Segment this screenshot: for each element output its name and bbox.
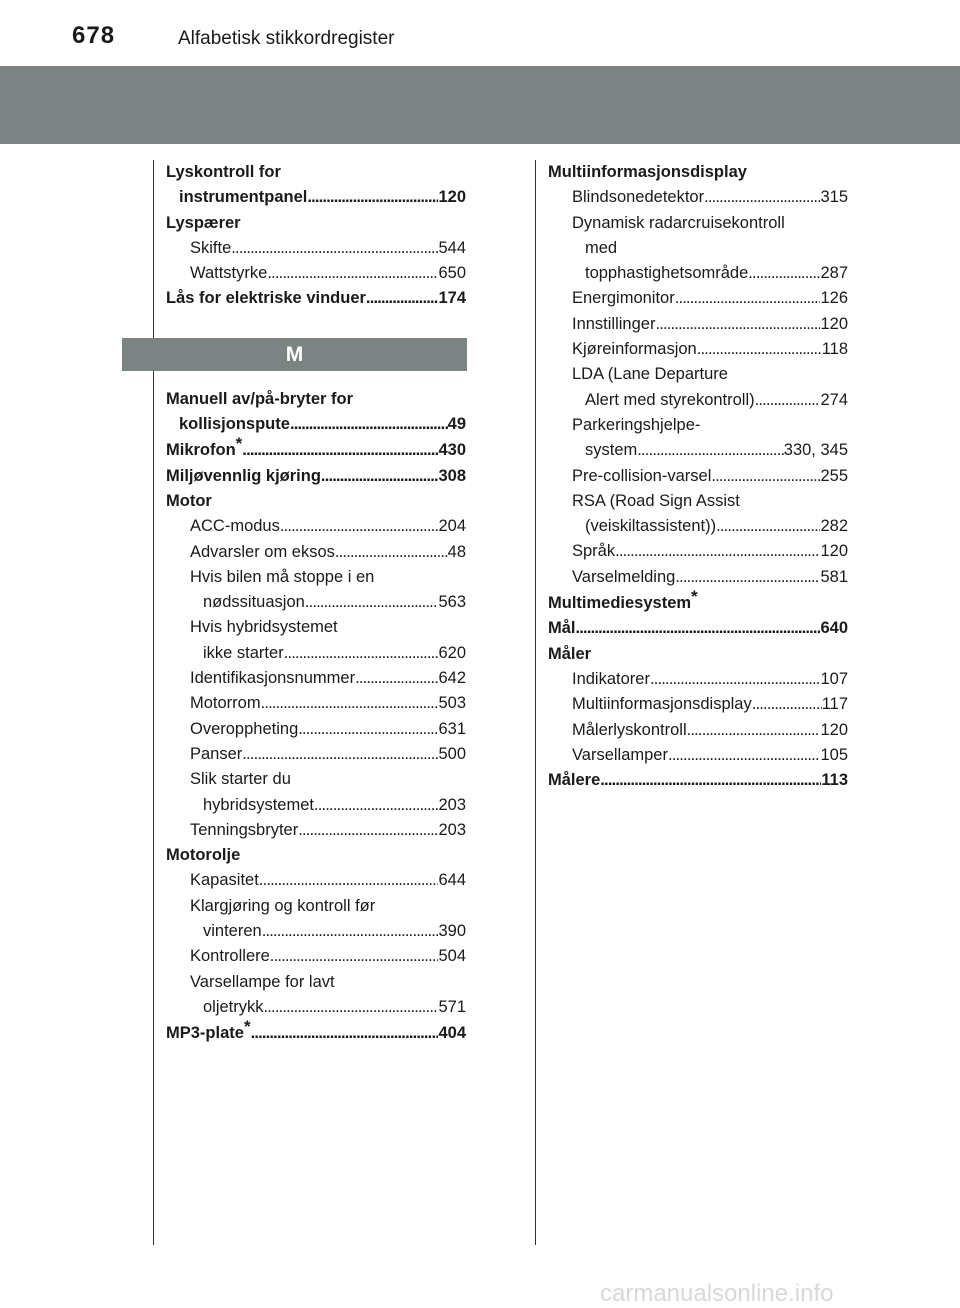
footnote-star: * bbox=[235, 434, 243, 454]
page-reference: 544 bbox=[438, 238, 466, 257]
entry-text: Lås for elektriske vinduer bbox=[166, 289, 366, 308]
index-subentry bbox=[166, 767, 466, 818]
entry-line bbox=[166, 286, 466, 311]
entry-line bbox=[548, 642, 848, 667]
entry-text: Kjøreinformasjon bbox=[572, 340, 697, 359]
entry-text: Manuell av/på-bryter for bbox=[166, 389, 354, 408]
entry-text: Alert med styrekontroll) bbox=[585, 390, 755, 409]
entry-text: RSA (Road Sign Assist bbox=[572, 491, 740, 510]
index-entry bbox=[166, 211, 466, 236]
index-subentry bbox=[166, 261, 466, 286]
entry-line bbox=[548, 312, 848, 337]
entry-text: Varsellamper bbox=[572, 745, 668, 764]
entry-line bbox=[166, 944, 466, 969]
entry-line bbox=[548, 565, 848, 590]
page-reference: 650 bbox=[438, 264, 466, 283]
entry-line bbox=[166, 185, 466, 210]
entry-text: Multimediesystem bbox=[548, 594, 692, 613]
column-divider-left bbox=[153, 160, 154, 1245]
index-column-1 bbox=[166, 160, 466, 1047]
entry-text: Slik starter du bbox=[190, 770, 291, 789]
entry-line bbox=[166, 970, 466, 995]
watermark: carmanualsonline.info bbox=[600, 1280, 834, 1307]
index-subentry bbox=[548, 185, 848, 210]
leader-dots bbox=[366, 286, 439, 311]
leader-dots bbox=[704, 185, 820, 210]
entry-text: oljetrykk bbox=[203, 997, 264, 1016]
entry-text: Motor bbox=[166, 491, 212, 510]
index-entry bbox=[166, 387, 466, 438]
entry-text: ikke starter bbox=[203, 643, 284, 662]
entry-line bbox=[166, 767, 466, 792]
entry-text: Hvis hybridsystemet bbox=[190, 618, 338, 637]
index-subentry bbox=[166, 717, 466, 742]
entry-text: Klargjøring og kontroll før bbox=[190, 896, 376, 915]
leader-dots bbox=[280, 514, 439, 539]
leader-dots bbox=[262, 919, 439, 944]
entry-text: (veiskiltassistent)) bbox=[585, 517, 717, 536]
entry-text: Motorolje bbox=[166, 846, 241, 865]
entry-text: Skifte bbox=[190, 238, 232, 257]
entry-text: Lyspærer bbox=[166, 213, 241, 232]
page-reference: 500 bbox=[438, 744, 466, 763]
leader-dots bbox=[267, 261, 438, 286]
index-entry bbox=[548, 768, 848, 793]
section-letter-m: M bbox=[122, 338, 467, 371]
index-subentry bbox=[166, 868, 466, 893]
entry-line bbox=[548, 337, 848, 362]
entry-text: Mikrofon bbox=[166, 441, 236, 460]
leader-dots bbox=[600, 768, 821, 793]
index-subentry bbox=[548, 362, 848, 413]
entry-line bbox=[548, 388, 848, 413]
entry-text: Mål bbox=[548, 619, 576, 638]
page-reference: 308 bbox=[438, 466, 466, 485]
index-subentry bbox=[166, 565, 466, 616]
index-subentry bbox=[548, 565, 848, 590]
entry-text: Målere bbox=[548, 771, 601, 790]
entry-text: Dynamisk radarcruisekontroll bbox=[572, 213, 785, 232]
index-group-m bbox=[166, 387, 466, 1047]
page-reference: 203 bbox=[438, 820, 466, 839]
footnote-star: * bbox=[691, 587, 698, 607]
index-subentry bbox=[166, 742, 466, 767]
entry-line bbox=[166, 742, 466, 767]
page-number: 678 bbox=[72, 22, 116, 49]
index-entry bbox=[166, 160, 466, 211]
index-subentry bbox=[548, 286, 848, 311]
leader-dots bbox=[242, 438, 438, 463]
entry-text: system bbox=[585, 441, 638, 460]
entry-text: vinteren bbox=[203, 922, 262, 941]
entry-line bbox=[166, 514, 466, 539]
entry-line bbox=[548, 236, 848, 261]
page-reference: 274 bbox=[820, 390, 848, 409]
entry-line bbox=[548, 413, 848, 438]
header-band bbox=[0, 66, 960, 144]
page-reference: 174 bbox=[438, 289, 466, 308]
entry-text: ACC-modus bbox=[190, 517, 280, 536]
entry-line bbox=[166, 412, 466, 437]
entry-text: Tenningsbryter bbox=[190, 820, 299, 839]
index-subentry bbox=[548, 539, 848, 564]
entry-line bbox=[166, 868, 466, 893]
index-subentry bbox=[548, 464, 848, 489]
index-subentry bbox=[548, 743, 848, 768]
index-entry bbox=[166, 489, 466, 514]
entry-line bbox=[166, 211, 466, 236]
entry-line bbox=[166, 160, 466, 185]
entry-text: hybridsystemet bbox=[203, 795, 314, 814]
page-reference: 282 bbox=[820, 517, 848, 536]
index-subentry bbox=[548, 667, 848, 692]
page-reference: 49 bbox=[447, 415, 466, 434]
page-reference: 315 bbox=[820, 188, 848, 207]
entry-line bbox=[548, 211, 848, 236]
entry-text: Miljøvennlig kjøring bbox=[166, 466, 321, 485]
leader-dots bbox=[335, 540, 448, 565]
entry-line bbox=[548, 286, 848, 311]
leader-dots bbox=[284, 641, 439, 666]
entry-text: Varselmelding bbox=[572, 567, 676, 586]
entry-line bbox=[548, 616, 848, 641]
entry-text: Varsellampe for lavt bbox=[190, 972, 335, 991]
index-subentry bbox=[166, 894, 466, 945]
page-reference: 120 bbox=[820, 720, 848, 739]
page-reference: 563 bbox=[438, 593, 466, 612]
index-subentry bbox=[166, 615, 466, 666]
index-subentry bbox=[166, 236, 466, 261]
entry-line bbox=[166, 818, 466, 843]
entry-text: Kapasitet bbox=[190, 871, 259, 890]
page-title: Alfabetisk stikkordregister bbox=[178, 28, 395, 49]
entry-text: Panser bbox=[190, 744, 243, 763]
index-subentry bbox=[166, 818, 466, 843]
leader-dots bbox=[231, 236, 438, 261]
entry-line bbox=[548, 539, 848, 564]
leader-dots bbox=[305, 590, 439, 615]
index-subentry bbox=[548, 337, 848, 362]
entry-line bbox=[166, 666, 466, 691]
entry-text: Advarsler om eksos bbox=[190, 542, 335, 561]
index-column-2 bbox=[548, 160, 848, 793]
entry-line bbox=[166, 641, 466, 666]
index-entry bbox=[166, 843, 466, 868]
index-subentry bbox=[166, 970, 466, 1021]
entry-line bbox=[166, 565, 466, 590]
index-subentry bbox=[548, 312, 848, 337]
index-entry bbox=[548, 616, 848, 641]
page-reference: 203 bbox=[438, 795, 466, 814]
leader-dots bbox=[615, 539, 820, 564]
page-reference: 113 bbox=[821, 771, 848, 790]
entry-text: Wattstyrke bbox=[190, 264, 268, 283]
entry-text: Måler bbox=[548, 644, 592, 663]
leader-dots bbox=[264, 995, 439, 1020]
leader-dots bbox=[711, 464, 820, 489]
index-entry bbox=[548, 587, 848, 616]
entry-line bbox=[166, 540, 466, 565]
leader-dots bbox=[697, 337, 822, 362]
index-subentry bbox=[166, 540, 466, 565]
entry-text: instrumentpanel bbox=[179, 188, 308, 207]
entry-line bbox=[548, 768, 848, 793]
entry-line bbox=[166, 919, 466, 944]
entry-line bbox=[548, 261, 848, 286]
entry-text: MP3-plate bbox=[166, 1024, 244, 1043]
entry-line bbox=[548, 667, 848, 692]
index-subentry bbox=[166, 514, 466, 539]
entry-text: Pre-collision-varsel bbox=[572, 466, 712, 485]
index-subentry bbox=[548, 413, 848, 464]
entry-line bbox=[548, 362, 848, 387]
leader-dots bbox=[251, 1021, 439, 1046]
entry-text: Indikatorer bbox=[572, 669, 650, 688]
entry-line bbox=[166, 236, 466, 261]
entry-line bbox=[166, 489, 466, 514]
leader-dots bbox=[675, 286, 821, 311]
index-group-l bbox=[166, 160, 466, 312]
entry-line bbox=[166, 717, 466, 742]
leader-dots bbox=[259, 868, 439, 893]
entry-text: Multiinformasjonsdisplay bbox=[548, 163, 747, 181]
leader-dots bbox=[290, 412, 448, 437]
entry-line bbox=[166, 464, 466, 489]
index-entry bbox=[166, 286, 466, 311]
entry-text: topphastighetsområde bbox=[585, 264, 749, 283]
page-reference: 581 bbox=[820, 567, 848, 586]
entry-line bbox=[166, 843, 466, 868]
footnote-star: * bbox=[243, 1017, 251, 1037]
page-reference: 390 bbox=[438, 922, 466, 941]
entry-text: med bbox=[585, 238, 618, 257]
leader-dots bbox=[687, 718, 821, 743]
entry-text: LDA (Lane Departure bbox=[572, 365, 728, 384]
leader-dots bbox=[637, 438, 784, 463]
page-reference: 503 bbox=[438, 694, 466, 713]
page-reference: 620 bbox=[438, 643, 466, 662]
entry-text: Parkeringshjelpe- bbox=[572, 415, 701, 434]
index-entry bbox=[166, 1017, 466, 1046]
page-reference: 118 bbox=[821, 340, 848, 359]
entry-line bbox=[548, 160, 848, 185]
leader-dots bbox=[314, 793, 439, 818]
page-reference: 631 bbox=[438, 719, 466, 738]
page-reference: 105 bbox=[820, 745, 848, 764]
leader-dots bbox=[355, 666, 438, 691]
entry-line bbox=[166, 434, 466, 463]
entry-text: Identifikasjonsnummer bbox=[190, 669, 356, 688]
leader-dots bbox=[270, 944, 439, 969]
entry-line bbox=[548, 587, 848, 616]
index-subentry bbox=[166, 666, 466, 691]
page-reference: 287 bbox=[820, 264, 848, 283]
leader-dots bbox=[242, 742, 438, 767]
index-subentry bbox=[166, 944, 466, 969]
page-reference: 404 bbox=[438, 1024, 466, 1043]
leader-dots bbox=[755, 388, 821, 413]
leader-dots bbox=[576, 616, 821, 641]
entry-text: Hvis bilen må stoppe i en bbox=[190, 567, 375, 586]
page-reference: 640 bbox=[820, 619, 848, 638]
page-reference: 571 bbox=[438, 997, 466, 1016]
entry-text: Blindsonedetektor bbox=[572, 188, 705, 207]
column-divider-middle bbox=[535, 160, 536, 1245]
entry-line bbox=[548, 718, 848, 743]
leader-dots bbox=[321, 464, 439, 489]
entry-text: kollisjonspute bbox=[179, 415, 290, 434]
entry-text: Energimonitor bbox=[572, 289, 675, 308]
leader-dots bbox=[716, 514, 820, 539]
page-reference: 48 bbox=[447, 542, 466, 561]
index-subentry bbox=[166, 691, 466, 716]
entry-line bbox=[548, 743, 848, 768]
page-reference: 107 bbox=[820, 669, 848, 688]
entry-text: Kontrollere bbox=[190, 947, 270, 966]
leader-dots bbox=[307, 185, 438, 210]
entry-line bbox=[166, 995, 466, 1020]
page-reference: 255 bbox=[820, 466, 848, 485]
leader-dots bbox=[752, 692, 822, 717]
index-entry bbox=[548, 160, 848, 185]
index-entry bbox=[166, 464, 466, 489]
index-subentry bbox=[548, 489, 848, 540]
entry-line bbox=[166, 387, 466, 412]
page-reference: 117 bbox=[821, 695, 848, 714]
entry-line bbox=[548, 185, 848, 210]
entry-line bbox=[166, 615, 466, 640]
index-subentry bbox=[548, 211, 848, 287]
page-reference: 330, 345 bbox=[783, 441, 848, 460]
leader-dots bbox=[298, 818, 438, 843]
page-reference: 642 bbox=[438, 669, 466, 688]
entry-text: Målerlyskontroll bbox=[572, 720, 687, 739]
entry-line bbox=[548, 514, 848, 539]
entry-line bbox=[166, 793, 466, 818]
entry-text: Språk bbox=[572, 542, 616, 561]
leader-dots bbox=[298, 717, 438, 742]
entry-line bbox=[166, 691, 466, 716]
entry-line bbox=[166, 1017, 466, 1046]
entry-text: Multiinformasjonsdisplay bbox=[572, 695, 752, 714]
leader-dots bbox=[261, 691, 439, 716]
page-reference: 430 bbox=[438, 441, 466, 460]
leader-dots bbox=[655, 312, 820, 337]
page-header bbox=[0, 0, 960, 66]
leader-dots bbox=[748, 261, 820, 286]
entry-text: Overoppheting bbox=[190, 719, 299, 738]
entry-text: Innstillinger bbox=[572, 314, 656, 333]
page-reference: 644 bbox=[438, 871, 466, 890]
page-reference: 120 bbox=[438, 188, 466, 207]
entry-line bbox=[548, 464, 848, 489]
entry-text: Lyskontroll for bbox=[166, 163, 281, 181]
index-subentry bbox=[548, 718, 848, 743]
page-reference: 204 bbox=[438, 517, 466, 536]
page-reference: 126 bbox=[820, 289, 848, 308]
entry-text: nødssituasjon bbox=[203, 593, 305, 612]
entry-text: Motorrom bbox=[190, 694, 261, 713]
leader-dots bbox=[668, 743, 820, 768]
page-reference: 504 bbox=[438, 947, 466, 966]
page-reference: 120 bbox=[820, 542, 848, 561]
entry-line bbox=[166, 261, 466, 286]
page-reference: 120 bbox=[820, 314, 848, 333]
entry-line bbox=[548, 438, 848, 463]
index-entry bbox=[166, 434, 466, 463]
entry-line bbox=[166, 894, 466, 919]
entry-line bbox=[548, 489, 848, 514]
entry-line bbox=[166, 590, 466, 615]
entry-line bbox=[548, 692, 848, 717]
index-entry bbox=[548, 642, 848, 667]
index-subentry bbox=[548, 692, 848, 717]
leader-dots bbox=[650, 667, 821, 692]
